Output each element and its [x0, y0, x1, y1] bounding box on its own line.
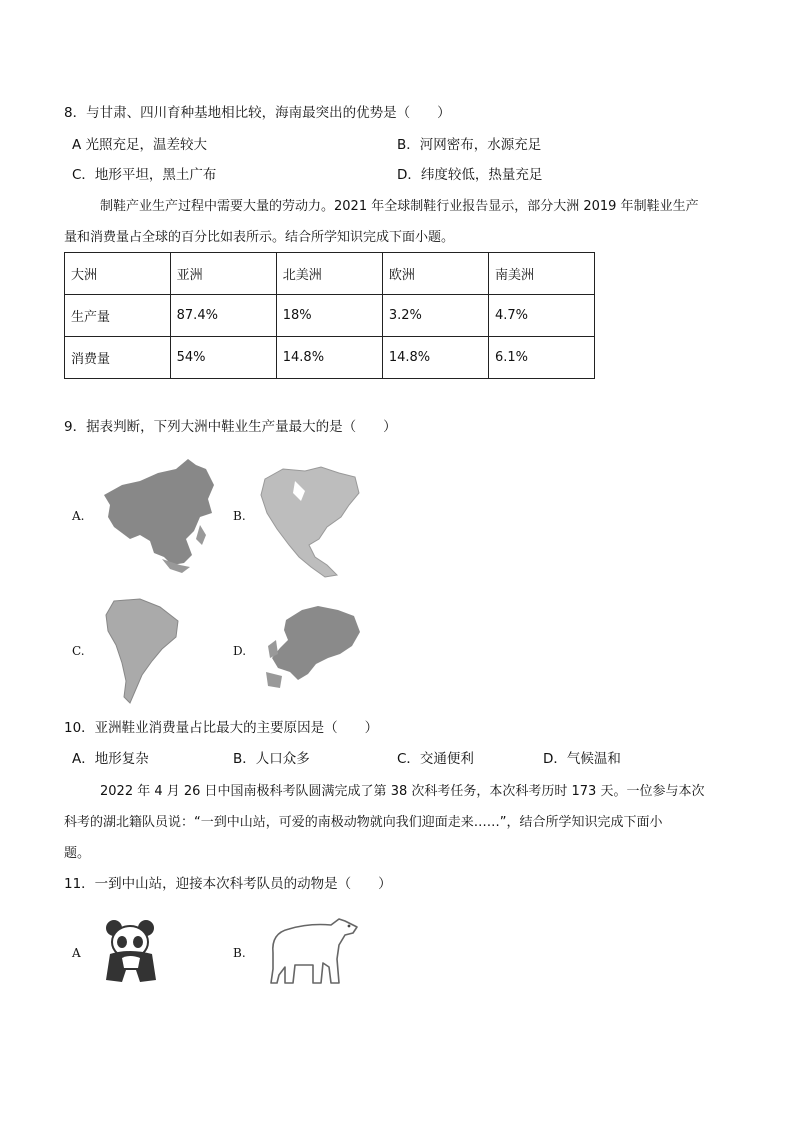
q9-label-d: D. [233, 644, 247, 658]
q10-option-c: C．交通便利 [397, 751, 474, 767]
table-cell: 消费量 [65, 337, 171, 379]
q11-label-a: A [72, 946, 81, 960]
table-cell: 北美洲 [276, 253, 382, 295]
passage2-line2: 科考的湖北籍队员说：“一到中山站，可爱的南极动物就向我们迎面走来……”，结合所学知识完成下面小 [64, 815, 663, 830]
passage1-line2: 量和消费量占全球的百分比如表所示。结合所学知识完成下面小题。 [64, 230, 455, 245]
table-cell: 14.8% [276, 337, 382, 379]
europe-map-icon [258, 602, 363, 694]
table-row [65, 337, 595, 379]
asia-map-icon [100, 455, 218, 577]
table-cell: 南美洲 [488, 253, 594, 295]
q11-stem: 11．一到中山站，迎接本次科考队员的动物是（ ） [64, 876, 392, 892]
south-america-map-icon [100, 597, 185, 707]
q10-option-d: D．气候温和 [543, 751, 621, 767]
table-cell: 大洲 [65, 253, 171, 295]
q9-label-b: B. [233, 509, 246, 523]
table-cell: 3.2% [382, 295, 488, 337]
q10-option-a: A．地形复杂 [72, 751, 149, 767]
table-cell: 欧洲 [382, 253, 488, 295]
q8-option-d: D．纬度较低，热量充足 [397, 167, 543, 183]
table-cell: 54% [170, 337, 276, 379]
q8-option-c: C．地形平坦，黑土广布 [72, 167, 217, 183]
table-cell: 87.4% [170, 295, 276, 337]
table-row [65, 295, 595, 337]
north-america-map-icon [255, 465, 365, 580]
table-cell: 亚洲 [170, 253, 276, 295]
q10-option-b: B．人口众多 [233, 751, 310, 767]
passage1-line1: 制鞋产业生产过程中需要大量的劳动力。2021 年全球制鞋行业报告显示，部分大洲 2019 年制鞋业生产 [100, 199, 699, 214]
table-cell: 14.8% [382, 337, 488, 379]
q10-stem: 10．亚洲鞋业消费量占比最大的主要原因是（ ） [64, 720, 379, 736]
table-cell: 生产量 [65, 295, 171, 337]
table-cell: 4.7% [488, 295, 594, 337]
shoe-industry-table [64, 252, 595, 379]
table-cell: 18% [276, 295, 382, 337]
q9-label-c: C. [72, 644, 85, 658]
passage2-line3: 题。 [64, 846, 91, 861]
q9-label-a: A. [72, 509, 85, 523]
q8-option-b: B．河网密布，水源充足 [397, 137, 542, 153]
q9-stem: 9．据表判断，下列大洲中鞋业生产量最大的是（ ） [64, 419, 397, 435]
passage2-line1: 2022 年 4 月 26 日中国南极科考队圆满完成了第 38 次科考任务，本次科考历时 173 天。一位参与本次 [100, 784, 705, 799]
q8-stem: 8．与甘肃、四川育种基地相比较，海南最突出的优势是（ ） [64, 105, 451, 121]
q8-option-a: A 光照充足，温差较大 [72, 137, 208, 153]
table-cell: 6.1% [488, 337, 594, 379]
polar-bear-icon [265, 913, 360, 989]
q11-label-b: B. [233, 946, 246, 960]
table-header-row [65, 253, 595, 295]
panda-icon [100, 918, 162, 984]
